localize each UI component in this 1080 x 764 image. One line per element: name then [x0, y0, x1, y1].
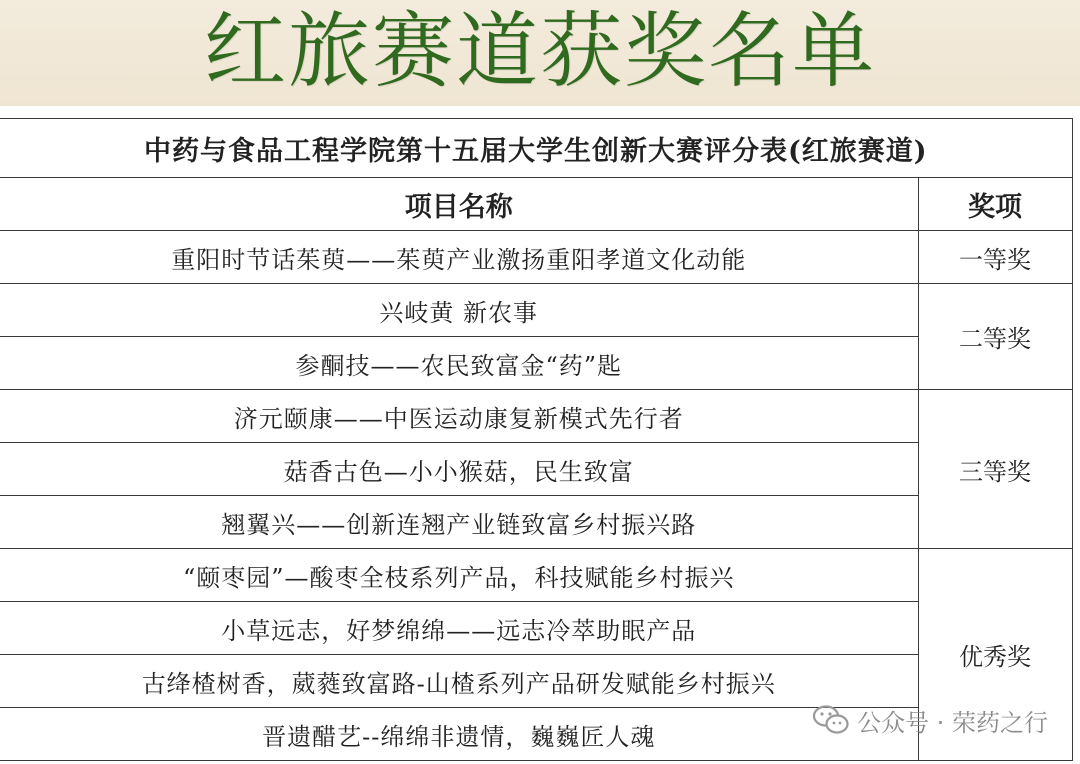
- project-name: 济元颐康——中医运动康复新模式先行者: [0, 390, 918, 443]
- page-title: 红旅赛道获奖名单: [203, 4, 876, 99]
- title-banner: [0, 0, 1080, 106]
- table-caption: 中药与食品工程学院第十五届大学生创新大赛评分表(红旅赛道): [0, 119, 1072, 178]
- project-name: “颐枣园”—酸枣全枝系列产品，科技赋能乡村振兴: [0, 549, 918, 602]
- award-cell: 一等奖: [918, 231, 1072, 284]
- table-row: [0, 337, 1072, 390]
- header-row: [0, 178, 1072, 231]
- table-row: [0, 496, 1072, 549]
- table-row: [0, 284, 1072, 337]
- award-cell: 二等奖: [918, 284, 1072, 390]
- caption-row: [0, 119, 1072, 178]
- wechat-icon: [813, 705, 849, 735]
- header-award: 奖项: [918, 178, 1072, 231]
- table-row: [0, 231, 1072, 284]
- table-row: [0, 443, 1072, 496]
- table-row: [0, 390, 1072, 443]
- project-name: 晋遗醋艺--绵绵非遗情，巍巍匠人魂: [0, 708, 918, 761]
- project-name: 菇香古色—小小猴菇，民生致富: [0, 443, 918, 496]
- header-project: 项目名称: [0, 178, 918, 231]
- watermark-text: 公众号 · 荣药之行: [857, 708, 1048, 737]
- project-name: 参酮技——农民致富金“药”匙: [0, 337, 918, 390]
- table-row: [0, 602, 1072, 655]
- table-row: [0, 549, 1072, 602]
- project-name: 翘翼兴——创新连翘产业链致富乡村振兴路: [0, 496, 918, 549]
- award-cell: 优秀奖: [918, 549, 1072, 761]
- project-name: 小草远志，好梦绵绵——远志冷萃助眠产品: [0, 602, 918, 655]
- project-name: 重阳时节话茱萸——茱萸产业激扬重阳孝道文化动能: [0, 231, 918, 284]
- score-table: [0, 118, 1073, 761]
- watermark: [813, 700, 1048, 740]
- award-cell: 三等奖: [918, 390, 1072, 549]
- project-name: 古绛楂树香，葳蕤致富路-山楂系列产品研发赋能乡村振兴: [0, 655, 918, 708]
- project-name: 兴岐黄 新农事: [0, 284, 918, 337]
